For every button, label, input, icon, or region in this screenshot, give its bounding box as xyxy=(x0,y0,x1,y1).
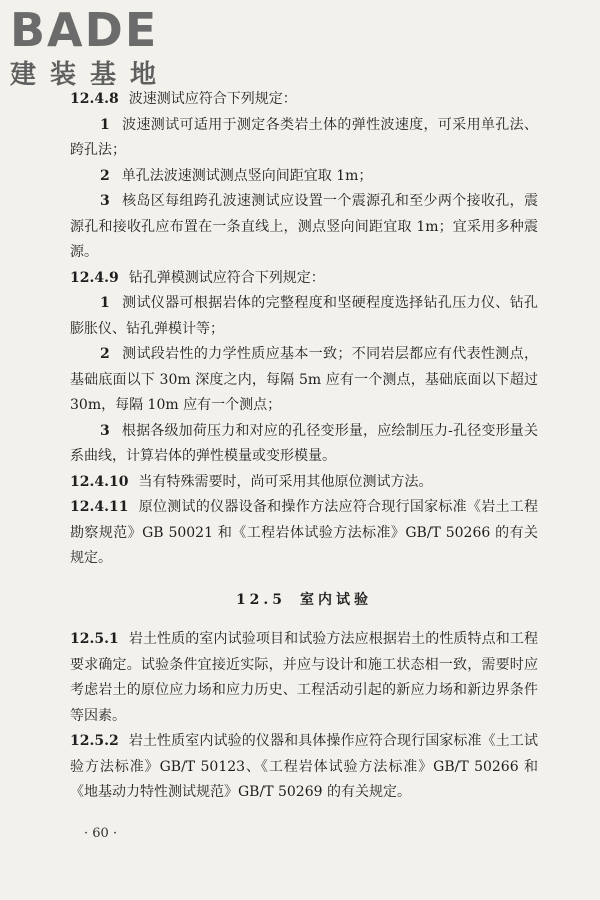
clause-number: 12.5.2 xyxy=(70,733,119,749)
section-heading xyxy=(70,588,538,614)
section-number: 12.5 xyxy=(235,591,287,608)
list-item xyxy=(70,419,538,470)
clause-number: 12.4.10 xyxy=(70,473,129,490)
clause-12-4-9 xyxy=(70,266,538,292)
list-item xyxy=(70,164,538,190)
clause-text: 岩土性质室内试验的仪器和具体操作应符合现行国家标准《土工试验方法标准》GB/T 50123、《工程岩体试验方法标准》GB/T 50266 和《地基动力特性测试规范》GB/T 50269 的有关规定。 xyxy=(70,733,538,800)
clause-text: 原位测试的仪器设备和操作方法应符合现行国家标准《岩土工程勘察规范》GB 50021 和《工程岩体试验方法标准》GB/T 50266 的有关规定。 xyxy=(70,499,538,566)
list-item xyxy=(70,291,538,342)
item-text: 根据各级加荷压力和对应的孔径变形量，应绘制压力-孔径变形量关系曲线，计算岩体的弹性模量或变形模量。 xyxy=(70,422,538,464)
clause-text: 当有特殊需要时，尚可采用其他原位测试方法。 xyxy=(138,473,433,490)
clause-12-4-11 xyxy=(70,495,538,572)
clause-number: 12.4.8 xyxy=(70,91,119,107)
clause-12-4-10 xyxy=(70,470,538,496)
clause-12-4-8 xyxy=(70,87,538,113)
clause-12-5-1 xyxy=(70,627,538,729)
item-text: 波速测试可适用于测定各类岩土体的弹性波速度，可采用单孔法、跨孔法； xyxy=(70,116,538,158)
clause-number: 12.5.1 xyxy=(70,631,119,647)
document-body xyxy=(70,87,538,806)
clause-12-5-2 xyxy=(70,729,538,806)
item-number: 3 xyxy=(100,193,110,209)
item-number: 3 xyxy=(100,422,110,439)
item-text: 测试仪器可根据岩体的完整程度和坚硬程度选择钻孔压力仪、钻孔膨胀仪、钻孔弹模计等； xyxy=(70,295,538,337)
site-logo xyxy=(8,4,178,90)
section-title-text: 室内试验 xyxy=(300,591,373,608)
clause-text: 波速测试应符合下列规定： xyxy=(128,91,297,107)
list-item xyxy=(70,342,538,419)
clause-number: 12.4.9 xyxy=(70,269,119,286)
list-item xyxy=(70,189,538,266)
item-number: 1 xyxy=(100,116,110,133)
clause-number: 12.4.11 xyxy=(70,499,129,515)
item-number: 1 xyxy=(100,295,110,311)
page-number: · 60 · xyxy=(84,826,118,841)
logo-brand-text: BADE xyxy=(10,3,159,57)
clause-text: 钻孔弹模测试应符合下列规定： xyxy=(128,269,325,286)
list-item xyxy=(70,113,538,164)
item-text: 测试段岩性的力学性质应基本一致；不同岩层都应有代表性测点，基础底面以下 30m 深度之内，每隔 5m 应有一个测点，基础底面以下超过 30m，每隔 10m 应有一个测点； xyxy=(70,346,538,413)
logo-subtitle: 建装基地 xyxy=(10,60,171,90)
item-text: 核岛区每组跨孔波速测试应设置一个震源孔和至少两个接收孔，震源孔和接收孔应布置在一条直线上，测点竖向间距宜取 1m；宜采用多种震源。 xyxy=(70,193,538,260)
item-number: 2 xyxy=(100,167,110,184)
item-text: 单孔法波速测试测点竖向间距宜取 1m； xyxy=(121,167,373,184)
item-number: 2 xyxy=(100,346,110,362)
clause-text: 岩土性质的室内试验项目和试验方法应根据岩土的性质特点和工程要求确定。试验条件宜接近实际，并应与设计和施工状态相一致，需要时应考虑岩土的原位应力场和应力历史、工程活动引起的新应力场和新边界条件等因素。 xyxy=(70,631,538,724)
